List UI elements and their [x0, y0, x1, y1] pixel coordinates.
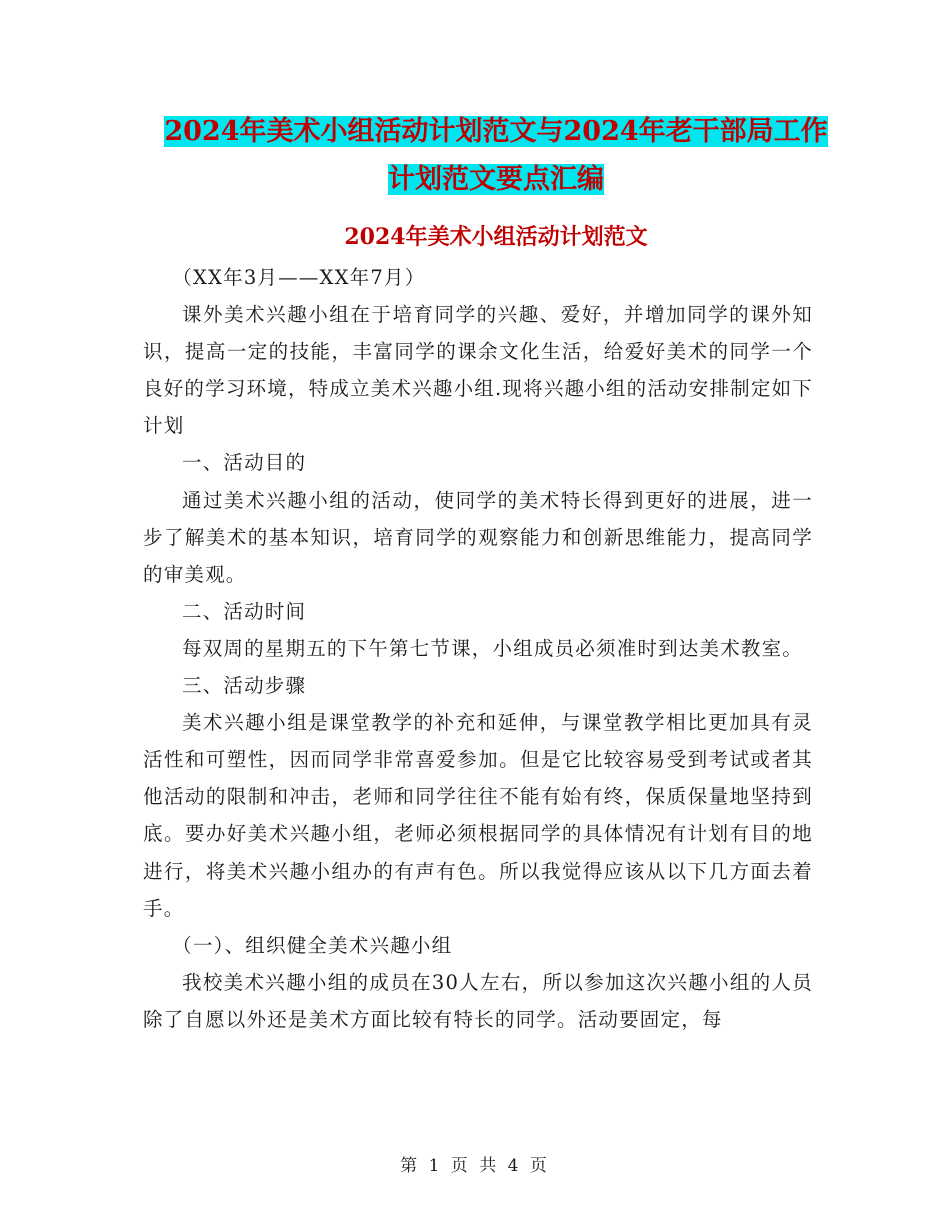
paragraph-activity-steps: 美术兴趣小组是课堂教学的补充和延伸，与课堂教学相比更加具有灵活性和可塑性，因而同学非常喜爱参加。但是它比较容易受到考试或者其他活动的限制和冲击，老师和同学往往不能有始有终，保质保量地坚持到底。要办好美术兴趣小组，老师必须根据同学的具体情况有计划有目的地进行，将美术兴趣小组办的有声有色。所以我觉得应该从以下几方面去着手。: [143, 711, 813, 920]
paragraph-intro: 课外美术兴趣小组在于培育同学的兴趣、爱好，并增加同学的课外知识，提高一定的技能，丰富同学的课余文化生活，给爱好美术的同学一个良好的学习环境，特成立美术兴趣小组.现将兴趣小组的活动安排制定如下计划: [143, 303, 813, 438]
heading-activity-goal: 一、活动目的: [182, 451, 307, 475]
document-title: [120, 108, 872, 204]
page-footer: 第 1 页 共 4 页: [400, 1156, 550, 1176]
document-body: [143, 259, 813, 1038]
document-title-line1: 2024年美术小组活动计划范文与2024年老干部局工作: [164, 116, 828, 147]
document-title-line2: 计划范文要点汇编: [388, 164, 604, 195]
heading-activity-steps: 三、活动步骤: [182, 674, 307, 698]
paragraph-activity-time: 每双周的星期五的下午第七节课，小组成员必须准时到达美术教室。: [182, 636, 804, 660]
heading-activity-time: 二、活动时间: [182, 599, 307, 623]
date-range: （XX年3月——XX年7月）: [172, 266, 426, 289]
subheading-organize-group: （一）、组织健全美术兴趣小组: [172, 933, 453, 957]
paragraph-activity-goal: 通过美术兴趣小组的活动，使同学的美术特长得到更好的进展，进一步了解美术的基本知识，培育同学的观察能力和创新思维能力，提高同学的审美观。: [143, 488, 813, 586]
section-title: 2024年美术小组活动计划范文: [344, 224, 648, 250]
paragraph-organize-group: 我校美术兴趣小组的成员在30人左右，所以参加这次兴趣小组的人员除了自愿以外还是美术方面比较有特长的同学。活动要固定，每: [143, 970, 813, 1031]
